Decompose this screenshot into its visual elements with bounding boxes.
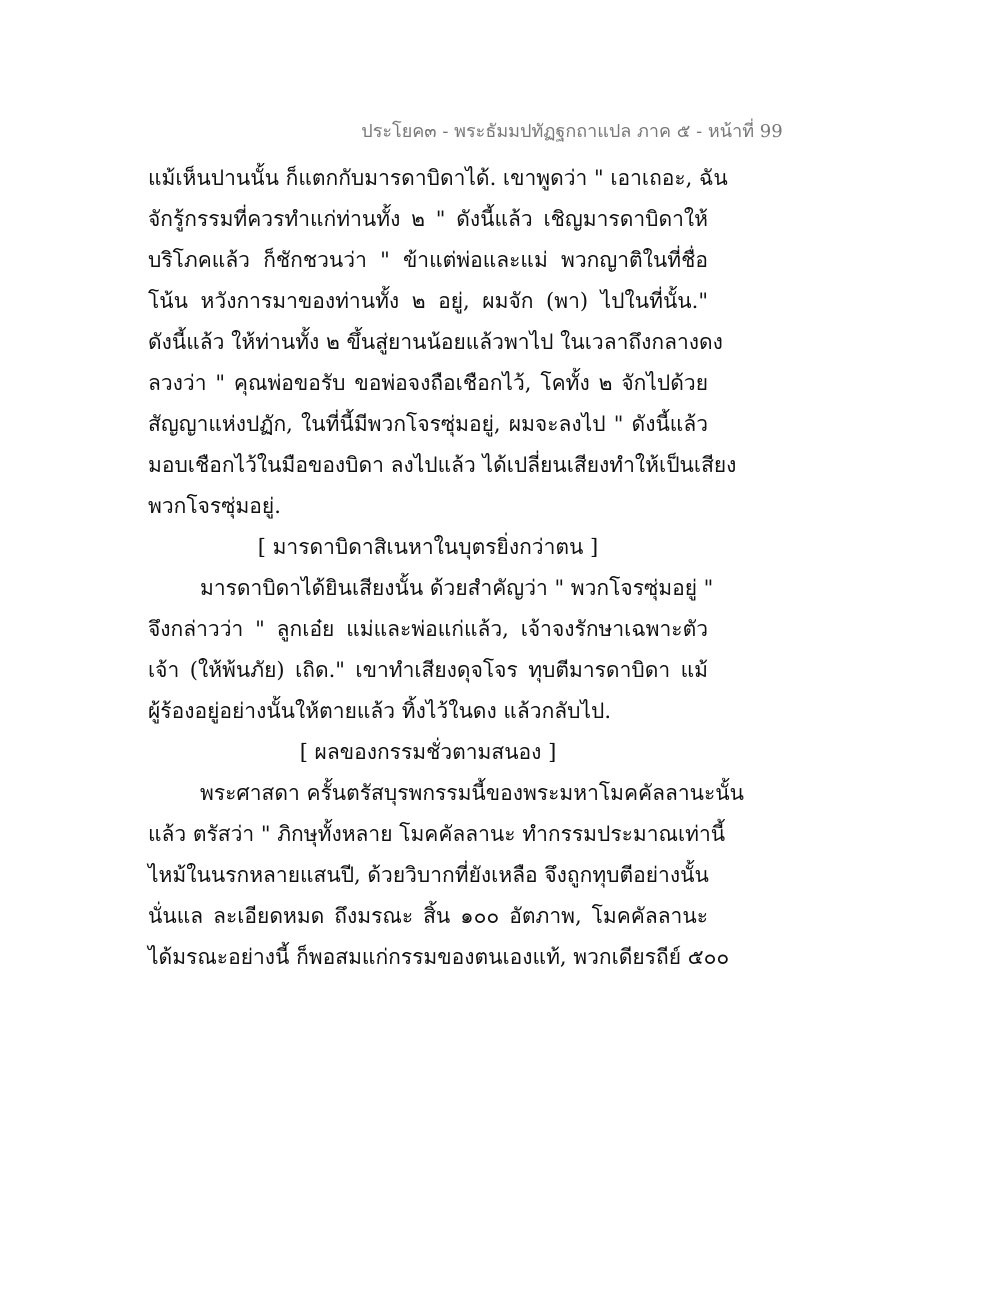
- text-line: ดังนี้แล้ว ให้ท่านทั้ง ๒ ขึ้นสู่ยานน้อยแล้วพาไป ในเวลาถึงกลางดง: [148, 330, 723, 354]
- text-line: เจ้า (ให้พ้นภัย) เถิด." เขาทำเสียงดุจโจร ทุบตีมารดาบิดา แม้: [148, 658, 708, 682]
- text-line: แล้ว ตรัสว่า " ภิกษุทั้งหลาย โมคคัลลานะ ทำกรรมประมาณเท่านี้: [148, 822, 726, 846]
- section-heading: [ มารดาบิดาสิเนหาในบุตรยิ่งกว่าตน ]: [257, 535, 599, 559]
- running-title: ประโยค๓ - พระธัมมปทัฏฐกถาแปล ภาค ๕ - หน้าที่ 99: [361, 121, 783, 142]
- text-line: พวกโจรซุ่มอยู่.: [148, 494, 281, 518]
- text-line: บริโภคแล้ว ก็ชักชวนว่า " ข้าแต่พ่อและแม่ พวกญาติในที่ชื่อ: [148, 248, 708, 272]
- text-line: ได้มรณะอย่างนี้ ก็พอสมแก่กรรมของตนเองแท้, พวกเดียรถีย์ ๕๐๐: [148, 945, 730, 969]
- text-line: ผู้ร้องอยู่อย่างนั้นให้ตายแล้ว ทิ้งไว้ในดง แล้วกลับไป.: [148, 699, 612, 723]
- text-line: พระศาสดา ครั้นตรัสบุรพกรรมนี้ของพระมหาโมคคัลลานะนั้น: [200, 781, 744, 805]
- running-header: [0, 116, 1000, 145]
- text-line: มารดาบิดาได้ยินเสียงนั้น ด้วยสำคัญว่า " พวกโจรซุ่มอยู่ ": [200, 576, 714, 600]
- text-line: สัญญาแห่งปฏัก, ในที่นี้มีพวกโจรซุ่มอยู่, ผมจะลงไป " ดังนี้แล้ว: [148, 412, 708, 436]
- text-line: จักรู้กรรมที่ควรทำแก่ท่านทั้ง ๒ " ดังนี้แล้ว เชิญมารดาบิดาให้: [148, 207, 708, 231]
- body-text: [148, 158, 744, 978]
- text-line: ลวงว่า " คุณพ่อขอรับ ขอพ่อจงถือเชือกไว้, โคทั้ง ๒ จักไปด้วย: [148, 371, 708, 395]
- text-line: มอบเชือกไว้ในมือของบิดา ลงไปแล้ว ได้เปลี่ยนเสียงทำให้เป็นเสียง: [148, 453, 737, 477]
- text-line: จึงกล่าวว่า " ลูกเอ๋ย แม่และพ่อแก่แล้ว, เจ้าจงรักษาเฉพาะตัว: [148, 617, 708, 641]
- text-line: ไหม้ในนรกหลายแสนปี, ด้วยวิบากที่ยังเหลือ จึงถูกทุบตีอย่างนั้น: [148, 863, 709, 887]
- section-heading: [ ผลของกรรมชั่วตามสนอง ]: [299, 740, 557, 764]
- text-line: นั่นแล ละเอียดหมด ถึงมรณะ สิ้น ๑๐๐ อัตภาพ, โมคคัลลานะ: [148, 904, 708, 928]
- text-line: โน้น หวังการมาของท่านทั้ง ๒ อยู่, ผมจัก (พา) ไปในที่นั้น.": [148, 289, 708, 313]
- text-line: แม้เห็นปานนั้น ก็แตกกับมารดาบิดาได้. เขาพูดว่า " เอาเถอะ, ฉัน: [148, 166, 728, 190]
